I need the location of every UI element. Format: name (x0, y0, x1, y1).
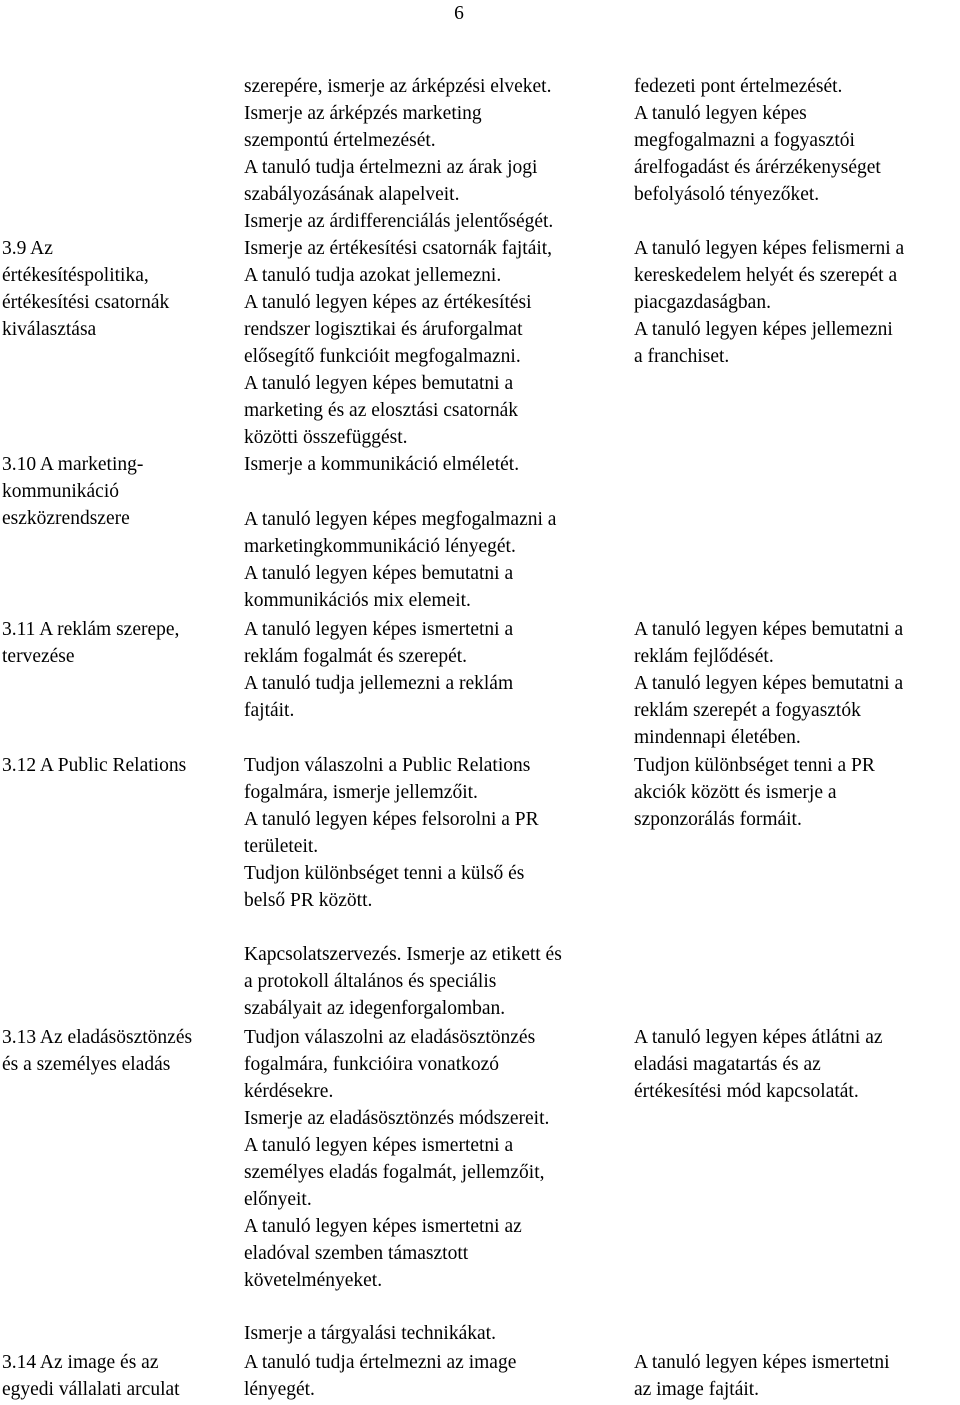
skills-3-9: A tanuló legyen képes felismerni a kereskedelem helyét és szerepét a piacgazdaságban. A tanuló legyen képes jellemezni a franchiset. (634, 238, 905, 367)
competencies-3-9: Ismerje az értékesítési csatornák fajtáit, A tanuló tudja azokat jellemezni. A tanuló legyen képes az értékesítési rendszer logisztikai és áruforgalmat elősegítő funkcióit megfogalmazni. A tanuló legyen képes bemutatni a marketing és az elosztási csatornák közötti összefüggést. (244, 238, 553, 448)
competencies-3-12-extra: Kapcsolatszervezés. Ismerje az etikett és a protokoll általános és speciális szabályait az idegenforgalomban. (244, 944, 562, 1019)
topic-3-13: 3.13 Az eladásösztönzés és a személyes eladás (2, 1027, 193, 1075)
competencies-3-13: Tudjon válaszolni az eladásösztönzés fogalmára, funkcióira vonatkozó kérdésekre. Ismerje az eladásösztönzés módszereit. A tanuló legyen képes ismertetni a személyes eladás fogalmát, jellemzőit, előnyeit. A tanuló legyen képes ismertetni az eladóval szemben támasztott követelményeket. (244, 1027, 550, 1291)
skills-3-13: A tanuló legyen képes átlátni az eladási magatartás és az értékesítési mód kapcsolatát. (634, 1027, 883, 1102)
competencies-3-13-extra: Ismerje a tárgyalási technikákat. (244, 1323, 496, 1344)
skills-3-11: A tanuló legyen képes bemutatni a reklám fejlődését. A tanuló legyen képes bemutatni a reklám szerepét a fogyasztók mindennapi életében. (634, 619, 904, 748)
skills-continued: fedezeti pont értelmezését. A tanuló legyen képes megfogalmazni a fogyasztói árelfogadást és árérzékenységet befolyásoló tényezőket. (634, 76, 881, 205)
topic-3-9: 3.9 Az értékesítéspolitika, értékesítési csatornák kiválasztása (2, 238, 170, 340)
topic-3-11: 3.11 A reklám szerepe, tervezése (2, 619, 180, 667)
topic-3-10: 3.10 A marketing- kommunikáció eszközrendszere (2, 454, 144, 529)
topic-3-14: 3.14 Az image és az egyedi vállalati arculat (2, 1352, 180, 1400)
competencies-3-14: A tanuló tudja értelmezni az image lényegét. (244, 1352, 517, 1400)
topic-3-12: 3.12 A Public Relations (2, 755, 187, 776)
page-number: 6 (454, 3, 464, 24)
competencies-continued: szerepére, ismerje az árképzési elveket. Ismerje az árképzés marketing szempontú értelmezését. A tanuló tudja értelmezni az árak jogi szabályozásának alapelveit. Ismerje az árdifferenciálás jelentőségét. (244, 76, 554, 232)
skills-3-14: A tanuló legyen képes ismertetni az image fajtáit. (634, 1352, 890, 1400)
competencies-3-11: A tanuló legyen képes ismertetni a reklám fogalmát és szerepét. A tanuló tudja jellemezni a reklám fajtáit. (244, 619, 514, 721)
competencies-3-10: A tanuló legyen képes megfogalmazni a marketingkommunikáció lényegét. A tanuló legyen képes bemutatni a kommunikációs mix elemeit. (244, 509, 557, 611)
competencies-3-12: Tudjon válaszolni a Public Relations fogalmára, ismerje jellemzőit. A tanuló legyen képes felsorolni a PR területeit. Tudjon különbséget tenni a külső és belső PR között. (244, 755, 539, 911)
competencies-3-10-intro: Ismerje a kommunikáció elméletét. (244, 454, 520, 475)
skills-3-12: Tudjon különbséget tenni a PR akciók között és ismerje a szponzorálás formáit. (634, 755, 875, 830)
